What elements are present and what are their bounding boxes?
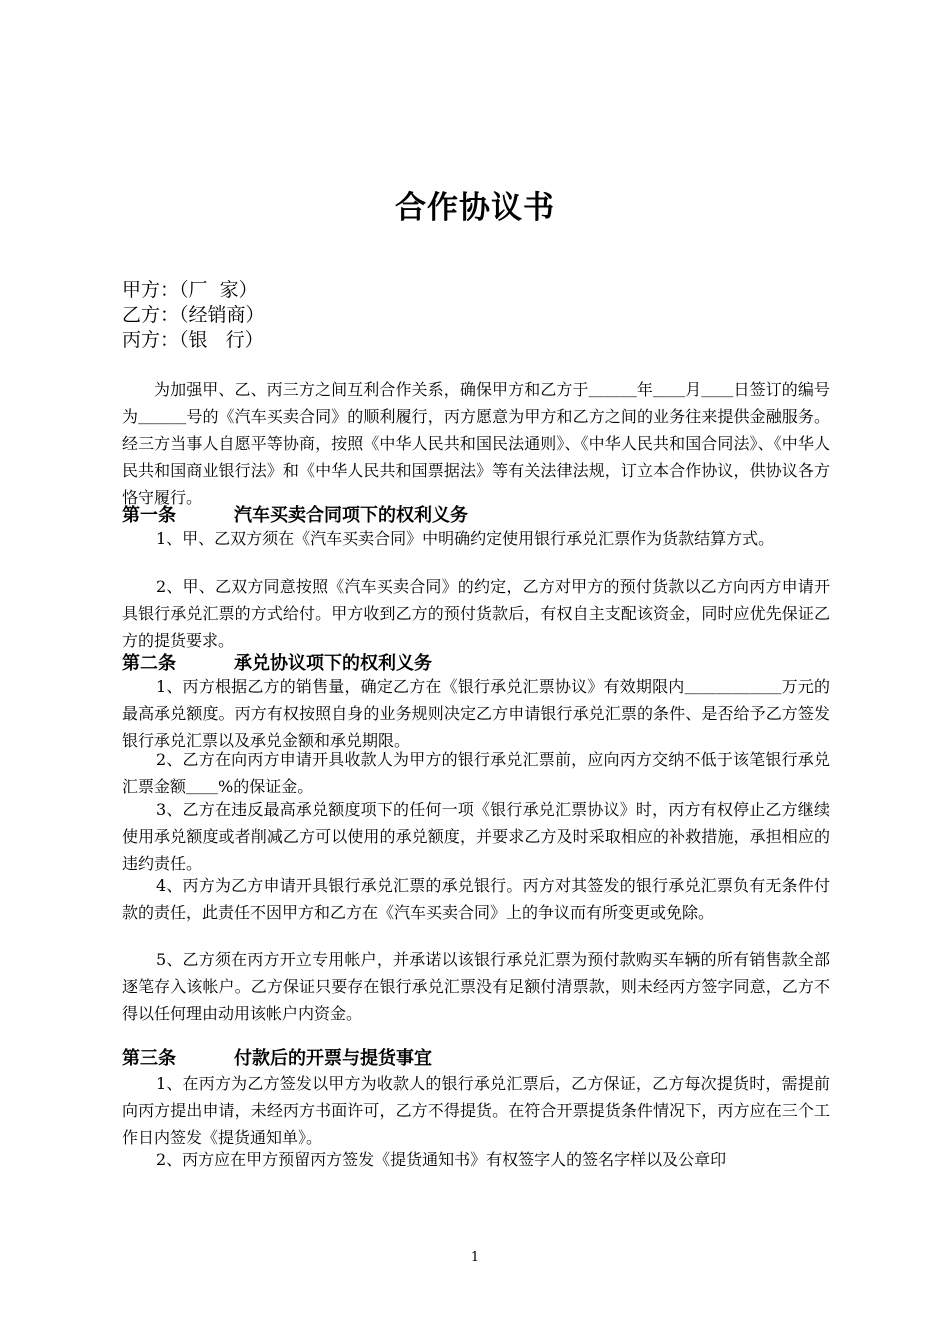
- party-c: 丙方：（银 行）: [122, 329, 264, 351]
- section-heading-3: [122, 1047, 432, 1071]
- section-1-paragraph-1: 1、甲、乙双方须在《汽车买卖合同》中明确约定使用银行承兑汇票作为货款结算方式。: [156, 529, 775, 548]
- section-2-paragraph-4: 4、丙方为乙方申请开具银行承兑汇票的承兑银行。丙方对其签发的银行承兑汇票负有无条件付款的责任，此责任不因甲方和乙方在《汽车买卖合同》上的争议而有所变更或免除。: [122, 876, 830, 922]
- party-b: 乙方：（经销商）: [122, 304, 265, 326]
- section-title: 汽车买卖合同项下的权利义务: [234, 505, 468, 526]
- section-2-paragraph-1: 1、丙方根据乙方的销售量，确定乙方在《银行承兑汇票协议》有效期限内＿＿＿＿＿＿万元的最高承兑额度。丙方有权按照自身的业务规则决定乙方申请银行承兑汇票的条件、是否给予乙方签发银行承兑汇票以及承兑金额和承兑期限。: [122, 677, 830, 750]
- section-3-paragraph-1: 1、在丙方为乙方签发以甲方为收款人的银行承兑汇票后，乙方保证，乙方每次提货时，需提前向丙方提出申请，未经丙方书面许可，乙方不得提货。在符合开票提货条件情况下，丙方应在三个工作日内签发《提货通知单》。: [122, 1074, 830, 1147]
- section-number: 第二条: [122, 653, 176, 674]
- party-a: 甲方：（厂 家）: [122, 279, 258, 301]
- section-number: 第一条: [122, 505, 176, 526]
- section-number: 第三条: [122, 1048, 176, 1069]
- intro-paragraph: 为加强甲、乙、丙三方之间互利合作关系，确保甲方和乙方于＿＿＿年＿＿月＿＿日签订的编号为＿＿＿号的《汽车买卖合同》的顺利履行，丙方愿意为甲方和乙方之间的业务往来提供金融服务。经三方当事人自愿平等协商，按照《中华人民共和国民法通则》、《中华人民共和国合同法》、《中华人民共和国商业银行法》和《中华人民共和国票据法》等有关法律法规，订立本合作协议，供协议各方恪守履行。: [122, 380, 830, 507]
- section-title: 承兑协议项下的权利义务: [234, 653, 432, 674]
- section-2-paragraph-5: 5、乙方须在丙方开立专用帐户，并承诺以该银行承兑汇票为预付款购买车辆的所有销售款全部逐笔存入该帐户。乙方保证只要存在银行承兑汇票没有足额付清票款，则未经丙方签字同意，乙方不得以任何理由动用该帐户内资金。: [122, 950, 830, 1023]
- section-1-paragraph-2: 2、甲、乙双方同意按照《汽车买卖合同》的约定，乙方对甲方的预付货款以乙方向丙方申请开具银行承兑汇票的方式给付。甲方收到乙方的预付货款后，有权自主支配该资金，同时应优先保证乙方的提货要求。: [122, 577, 830, 650]
- document-title: 合作协议书: [395, 190, 555, 226]
- section-3-paragraph-2: 2、丙方应在甲方预留丙方签发《提货通知书》有权签字人的签名字样以及公章印: [156, 1150, 727, 1169]
- section-2-paragraph-2: 2、乙方在向丙方申请开具收款人为甲方的银行承兑汇票前，应向丙方交纳不低于该笔银行承兑汇票金额＿＿%的保证金。: [122, 750, 830, 796]
- page-number: 1: [470, 1250, 480, 1265]
- section-2-paragraph-3: 3、乙方在违反最高承兑额度项下的任何一项《银行承兑汇票协议》时，丙方有权停止乙方继续使用承兑额度或者削减乙方可以使用的承兑额度，并要求乙方及时采取相应的补救措施，承担相应的违约责任。: [122, 800, 830, 873]
- section-title: 付款后的开票与提货事宜: [234, 1048, 432, 1069]
